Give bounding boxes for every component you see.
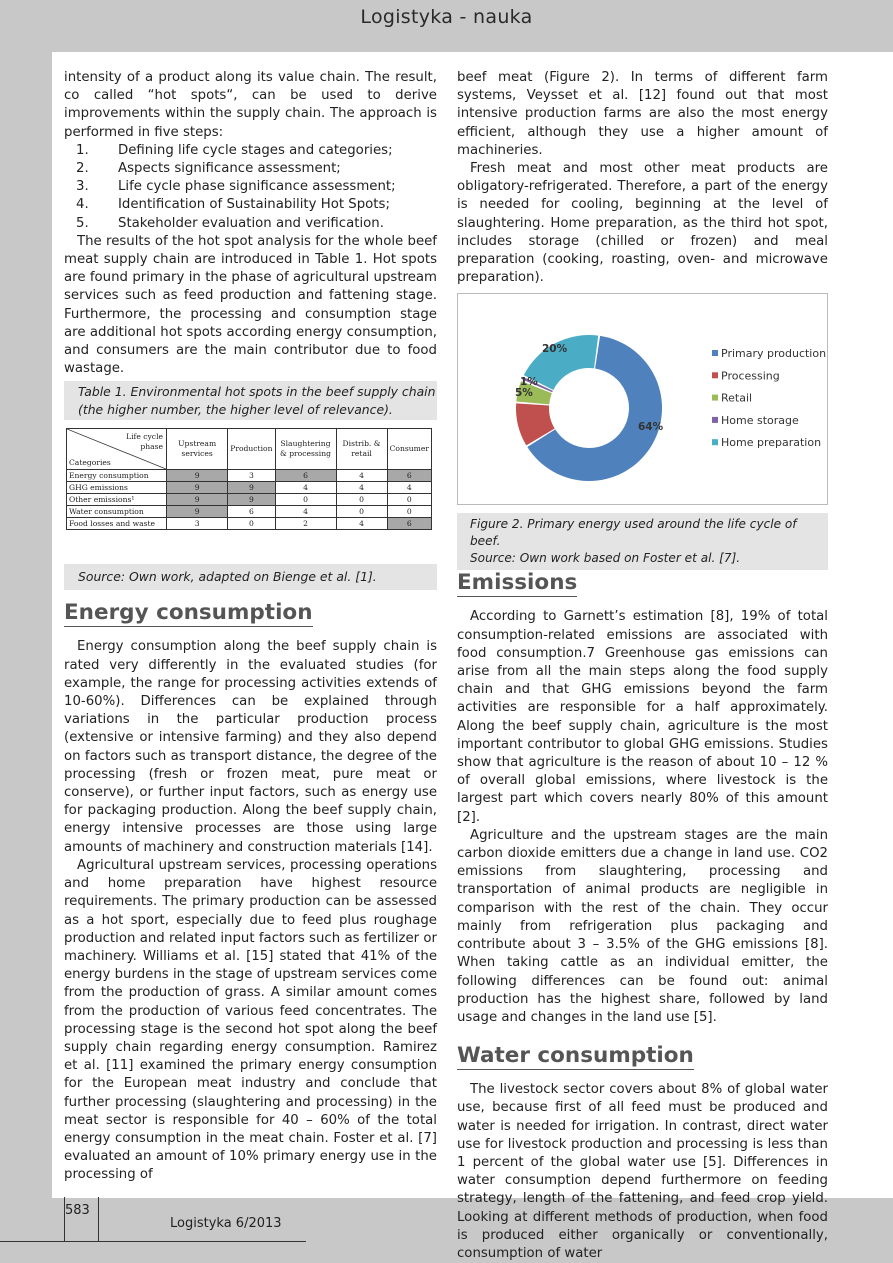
- legend-label: Retail: [721, 392, 753, 406]
- table-cell: 2: [275, 518, 336, 530]
- table-cell: 0: [387, 506, 431, 518]
- table-cell: 0: [275, 494, 336, 506]
- row-label: Other emissions¹: [67, 494, 167, 506]
- data-label: 10%: [523, 416, 549, 429]
- table-row: [67, 470, 432, 482]
- column-header: Production: [228, 429, 275, 470]
- table-cell: 9: [228, 494, 275, 506]
- table-row: [67, 506, 432, 518]
- data-label: 20%: [542, 343, 568, 356]
- table-wrapper: [64, 428, 437, 564]
- figure-caption-line-1: Figure 2. Primary energy used around the life cycle of beef.: [470, 517, 797, 549]
- step-number: 4.: [76, 197, 89, 213]
- row-label: GHG emissions: [67, 482, 167, 494]
- table-cell: 9: [167, 482, 228, 494]
- table-cell: 6: [387, 470, 431, 482]
- table-row: [67, 494, 432, 506]
- list-item: [64, 178, 437, 196]
- step-number: 3.: [76, 179, 89, 195]
- row-label: Water consumption: [67, 506, 167, 518]
- list-item: [64, 142, 437, 160]
- table-source: Source: Own work, adapted on Bienge et al. [1].: [64, 564, 437, 590]
- right-column: [457, 69, 828, 1263]
- chart-legend: [712, 347, 826, 449]
- figure-caption-line-2: Source: Own work based on Foster et al. [7].: [470, 551, 741, 566]
- table-cell: 9: [167, 494, 228, 506]
- energy-paragraph-1: Energy consumption along the beef supply chain is rated very differently in the evaluated studies (for example, the range for processing activities extends of 10-60%). Differences can be explained through variations in the particular production process (extensive or intensive farming) and they also depend on factors such as transport distance, the degree of the processing (fresh or frozen meat, pure meat or conserve), or further input factors, such as energy use for packaging production. Along the beef supply chain, energy intensive processes are those using large amounts of machinery and construction materials [14].: [64, 639, 437, 855]
- step-text: Life cycle phase significance assessment;: [118, 179, 396, 195]
- data-label: 1%: [520, 376, 538, 389]
- journal-name: Logistyka 6/2013: [170, 1216, 282, 1231]
- legend-label: Home storage: [721, 414, 799, 428]
- legend-label: Primary production: [721, 347, 827, 361]
- legend-label: Home preparation: [721, 436, 822, 450]
- water-paragraph-1: The livestock sector covers about 8% of global water use, because first of all feed must be produced and water is needed for irrigation. In contrast, direct water use for livestock production and processing is less than 1 percent of the global water use [5]. Differences in water consumption depend furthermore on feeding strategy, length of the fattening, and feed crop yield. Looking at different methods of production, when food is produced either organically or conventionally, consumption of water: [457, 1082, 828, 1261]
- footer-rule: [0, 1241, 306, 1242]
- figure-caption: [457, 513, 828, 570]
- table-cell: 0: [387, 494, 431, 506]
- steps-list: [64, 142, 437, 233]
- column-header: Consumer: [387, 429, 431, 470]
- row-label: Energy consumption: [67, 470, 167, 482]
- donut-slices: [516, 335, 662, 481]
- corner-top-label: Life cycle phase: [126, 432, 163, 452]
- table-row: [67, 482, 432, 494]
- step-number: 1.: [76, 142, 89, 158]
- table-cell: 4: [336, 470, 387, 482]
- step-text: Defining life cycle stages and categories;: [118, 142, 393, 158]
- table-row: [67, 518, 432, 530]
- energy-paragraph-2: Agricultural upstream services, processing operations and home preparation have highest resource requirements. The primary production can be assessed as a hot sport, especially due to feed plus roughage production and related input factors such as fertilizer or machinery. Williams et al. [15] stated that 41% of the energy burdens in the stage of upstream services come from the production of grass. A similar amount comes from the production of various feed concentrates. The processing stage is the second hot spot along the beef supply chain regarding energy consumption. Ramirez et al. [11] examined the primary energy consumption for the European meat industry and conclude that further processing (slaughtering and processing) in the meat sector is responsible for 40 – 60% of the total energy consumption in the meat chain. Foster et al. [7] evaluated an amount of 10% primary energy use in the processing of: [64, 857, 437, 1183]
- table-body: [67, 470, 432, 530]
- emissions-paragraph-2: Agriculture and the upstream stages are the main carbon dioxide emitters due a change in land use. CO2 emissions from slaughtering, processing and transportation of animal products are negligible in comparison with the rest of the chain. They occur mainly from refrigeration plus packaging and contribute about 3 – 3.5% of the GHG emissions [8]. When taking cattle as an individual emitter, the following differences can be found out: animal production has the highest share, followed by land usage and changes in the land use [5].: [457, 827, 828, 1025]
- step-text: Aspects significance assessment;: [118, 161, 341, 177]
- table-cell: 4: [275, 506, 336, 518]
- data-label: 5%: [515, 387, 533, 400]
- water-heading: Water consumption: [457, 1043, 694, 1069]
- table-cell: 4: [336, 518, 387, 530]
- legend-label: Processing: [721, 369, 780, 383]
- table-cell: 0: [336, 494, 387, 506]
- legend-swatch: [712, 440, 718, 446]
- column-header: Distrib. & retail: [336, 429, 387, 470]
- table-cell: 6: [387, 518, 431, 530]
- results-paragraph: The results of the hot spot analysis for the whole beef meat supply chain are introduced in Table 1. Hot spots are found primary in the phase of agricultural upstream services such as feed production and fattening stage. Furthermore, the processing and consumption stage are additional hot spots according energy consumption, and consumers are the main contributor due to food wastage.: [64, 233, 437, 377]
- row-label: Food losses and waste: [67, 518, 167, 530]
- table-cell: 0: [228, 518, 275, 530]
- step-number: 5.: [76, 215, 89, 231]
- donut-chart: [458, 294, 827, 504]
- data-label: 64%: [638, 421, 664, 434]
- table-cell: 4: [387, 482, 431, 494]
- column-header: Slaughtering & processing: [275, 429, 336, 470]
- step-text: Identification of Sustainability Hot Spots;: [118, 197, 390, 213]
- table-cell: 6: [228, 506, 275, 518]
- legend-swatch: [712, 395, 718, 401]
- step-number: 2.: [76, 161, 89, 177]
- legend-swatch: [712, 373, 718, 379]
- hot-spots-table: [66, 428, 432, 530]
- intro-paragraph: intensity of a product along its value chain. The result, co called “hot spots“, can be used to derive improvements within the supply chain. The approach is performed in five steps:: [64, 70, 437, 140]
- table-cell: 9: [228, 482, 275, 494]
- table-cell: 9: [167, 470, 228, 482]
- emissions-paragraph-1: According to Garnett’s estimation [8], 19% of total consumption-related emissions are associated with food consumption.7 Greenhouse gas emissions can arise from all the main steps along the food supply chain and that GHG emissions beyond the farm activities are responsible for a half approximately. Along the beef supply chain, agriculture is the most important contributor to global GHG emissions. Studies show that agriculture is the reason of about 10 – 12 % of overall global emissions, where livestock is the largest part which covers nearly 80% of this amount [2].: [457, 609, 828, 825]
- energy-heading: Energy consumption: [64, 600, 313, 626]
- list-item: [64, 215, 437, 233]
- running-header: [0, 0, 893, 50]
- table-cell: 4: [336, 482, 387, 494]
- list-item: [64, 196, 437, 214]
- right-paragraph-1: beef meat (Figure 2). In terms of different farm systems, Veysset et al. [12] found out that most intensive production farms are also the most energy efficient, although they use a higher amount of machineries.: [457, 70, 828, 158]
- table-cell: 6: [275, 470, 336, 482]
- step-text: Stakeholder evaluation and verification.: [118, 215, 384, 231]
- table-cell: 3: [167, 518, 228, 530]
- table-cell: 9: [167, 506, 228, 518]
- page-number: 583: [64, 1197, 99, 1242]
- header-title: Logistyka - nauka: [360, 6, 533, 28]
- right-paragraph-2: Fresh meat and most other meat products are obligatory-refrigerated. Therefore, a part of the energy is needed for cooling, beginning at the level of slaughtering. Home preparation, as the third hot spot, includes storage (chilled or frozen) and meal preparation (cooking, roasting, oven- and microwave preparation).: [457, 161, 828, 286]
- table-cell: 0: [336, 506, 387, 518]
- table-cell: 3: [228, 470, 275, 482]
- list-item: [64, 160, 437, 178]
- left-column: [64, 69, 437, 1185]
- column-header: Upstream services: [167, 429, 228, 470]
- figure-2-chart: [457, 293, 828, 505]
- table-caption: Table 1. Environmental hot spots in the beef supply chain (the higher number, the higher level of relevance).: [64, 381, 437, 420]
- table-corner-header: [67, 429, 167, 470]
- legend-swatch: [712, 350, 718, 356]
- table-header-row: [67, 429, 432, 470]
- legend-swatch: [712, 417, 718, 423]
- corner-bottom-label: Categories: [69, 458, 111, 468]
- emissions-heading: Emissions: [457, 570, 578, 596]
- table-cell: 4: [275, 482, 336, 494]
